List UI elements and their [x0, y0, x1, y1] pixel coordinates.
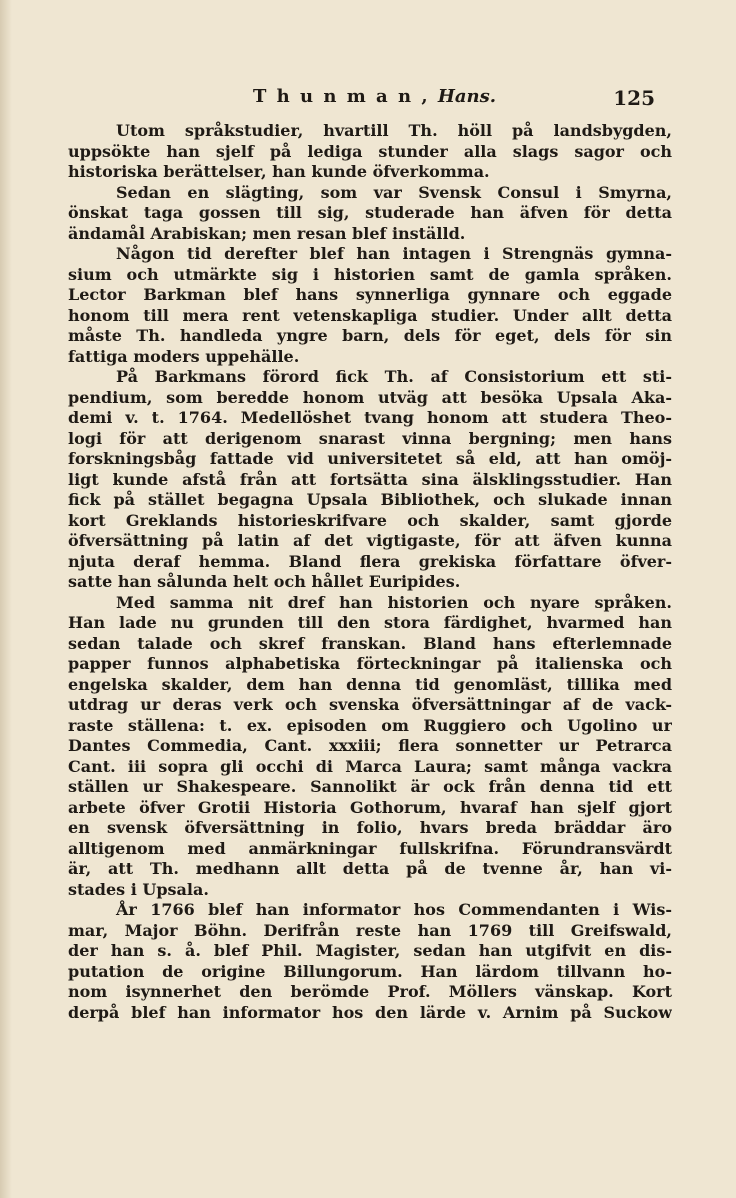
text-line: pendium, som beredde honom utväg att besöka Upsala Aka-	[68, 387, 672, 407]
running-head	[253, 86, 496, 107]
text-line: putation de origine Billungorum. Han lärdom tillvann ho-	[68, 961, 672, 981]
page-number: 125	[613, 86, 655, 110]
text-line: öfversättning på latin af det vigtigaste, för att äfven kunna	[68, 531, 672, 550]
text-line: sium och utmärkte sig i historien samt de gamla språken.	[68, 264, 672, 284]
text-line: forskningsbåg fattade vid universitetet så eld, att han omöj-	[68, 449, 672, 468]
text-line: Sedan en slägting, som var Svensk Consul i Smyrna,	[116, 182, 672, 202]
text-line: logi för att derigenom snarast vinna bergning; men hans	[68, 428, 672, 448]
text-line: önskat taga gossen till sig, studerade han äfven för detta	[68, 203, 672, 222]
text-line: Med samma nit dref han historien och nyare språken.	[116, 592, 672, 612]
text-line: nom isynnerhet den berömde Prof. Möllers vänskap. Kort	[68, 982, 672, 1001]
text-line: raste ställena: t. ex. episoden om Ruggiero och Ugolino ur	[68, 715, 672, 735]
running-head-name: T h u n m a n ,	[253, 86, 438, 107]
body-text	[68, 121, 672, 1121]
page-header	[70, 86, 670, 112]
text-line: Cant. iii sopra gli occhi di Marca Laura; samt många vackra	[68, 756, 672, 776]
text-line: demi v. t. 1764. Medellöshet tvang honom att studera Theo-	[68, 408, 672, 427]
text-line: arbete öfver Grotii Historia Gothorum, hvaraf han sjelf gjort	[68, 797, 672, 817]
text-line: är, att Th. medhann allt detta på de tvenne år, han vi-	[68, 859, 672, 878]
text-line: honom till mera rent vetenskapliga studier. Under allt detta	[68, 305, 672, 325]
text-line: måste Th. handleda yngre barn, dels för eget, dels för sin	[68, 326, 672, 345]
text-line: alltigenom med anmärkningar fullskrifna. Förundransvärdt	[68, 838, 672, 858]
text-line: Någon tid derefter blef han intagen i Strengnäs gymna-	[116, 244, 672, 263]
text-line: historiska berättelser, han kunde öfverkomma.	[68, 162, 490, 181]
text-line: stades i Upsala.	[68, 879, 209, 899]
text-line: en svensk öfversättning in folio, hvars breda bräddar äro	[68, 818, 672, 837]
text-line: År 1766 blef han informator hos Commendanten i Wis-	[116, 900, 672, 919]
text-line: Han lade nu grunden till den stora färdighet, hvarmed han	[68, 613, 672, 632]
text-line: ligt kunde afstå från att fortsätta sina älsklingsstudier. Han	[68, 469, 672, 489]
text-line: satte han sålunda helt och hållet Euripides.	[68, 572, 461, 591]
text-line: utdrag ur deras verk och svenska öfversättningar af de vack-	[68, 695, 672, 714]
text-line: Lector Barkman blef hans synnerliga gynnare och eggade	[68, 285, 672, 304]
text-line: Dantes Commedia, Cant. xxxiii; flera sonnetter ur Petrarca	[68, 736, 672, 755]
page-spine-shadow	[0, 0, 12, 1198]
text-line: sedan talade och skref franskan. Bland hans efterlemnade	[68, 633, 672, 653]
text-line: På Barkmans förord fick Th. af Consistorium ett sti-	[116, 367, 672, 386]
text-line: mar, Major Böhn. Derifrån reste han 1769 till Greifswald,	[68, 920, 672, 940]
text-line: papper funnos alphabetiska förteckningar på italienska och	[68, 654, 672, 673]
text-line: njuta deraf hemma. Bland flera grekiska författare öfver-	[68, 551, 672, 571]
text-line: fattiga moders uppehälle.	[68, 346, 300, 366]
text-line: ställen ur Shakespeare. Sannolikt är ock från denna tid ett	[68, 777, 672, 796]
text-line: ändamål Arabiskan; men resan blef inställd.	[68, 223, 466, 243]
text-line: kort Greklands historieskrifvare och skalder, samt gjorde	[68, 510, 672, 530]
text-line: uppsökte han sjelf på lediga stunder alla slags sagor och	[68, 141, 672, 161]
text-line: Utom språkstudier, hvartill Th. höll på landsbygden,	[116, 121, 672, 140]
text-line: engelska skalder, dem han denna tid genomläst, tillika med	[68, 674, 672, 694]
running-head-given-name: Hans.	[437, 86, 497, 107]
text-line: der han s. å. blef Phil. Magister, sedan han utgifvit en dis-	[68, 941, 672, 960]
text-line: fick på stället begagna Upsala Bibliothek, och slukade innan	[68, 490, 672, 509]
text-line: derpå blef han informator hos den lärde v. Arnim på Suckow	[68, 1002, 672, 1022]
